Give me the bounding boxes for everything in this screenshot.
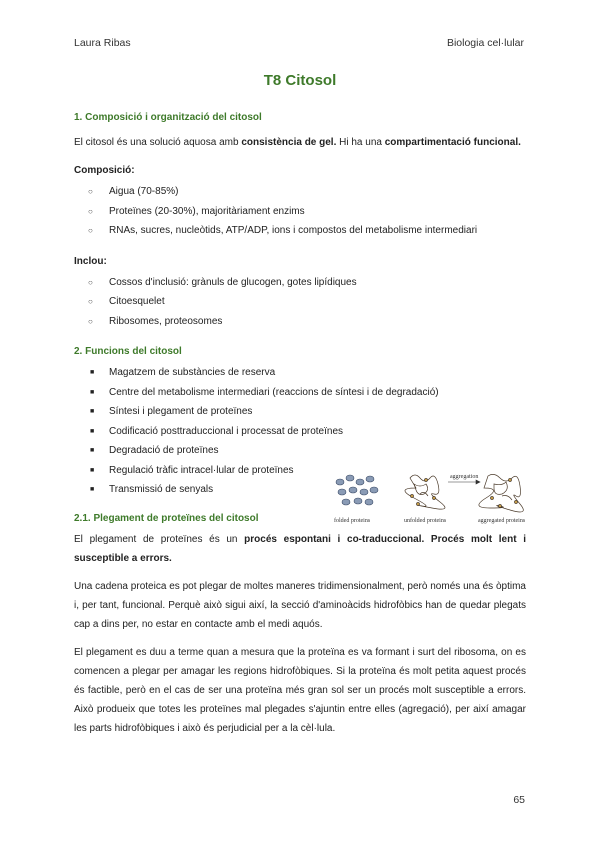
list-item: ■ Transmissió de senyals bbox=[74, 480, 526, 500]
list-item: ■ Regulació tràfic intracel·lular de proteïnes bbox=[74, 461, 526, 481]
list-item: ■ Magatzem de substàncies de reserva bbox=[74, 363, 526, 383]
unfolded-proteins-graphic bbox=[405, 475, 445, 509]
list-item: ○ Aigua (70-85%) bbox=[74, 182, 526, 202]
inclou-label: Inclou: bbox=[74, 255, 107, 267]
aggregation-arrow bbox=[448, 480, 480, 484]
inclou-list bbox=[74, 273, 526, 332]
list-item: ■ Codificació posttraduccional i processat de proteïnes bbox=[74, 422, 526, 442]
section-2-1-paragraph-3: El plegament es duu a terme quan a mesura que la proteïna es va formant i surt del ribosoma, on es comencen a plegar per amagar les regions hidrofòbiques. Si la proteïna és molt petita aquest procés és factible, però en el cas de ser una proteïna més gran sol ser un procés molt susceptible a errors. Això produeix que totes les proteïnes mal plegades s'ajuntin entre elles (agregació), per així amagar les parts hidrofòbiques i això és perjudicial per a la cèl·lula. bbox=[74, 646, 526, 734]
page-title: T8 Citosol bbox=[263, 72, 337, 89]
list-item: ■ Centre del metabolisme intermediari (reaccions de síntesi i de degradació) bbox=[74, 383, 526, 403]
aggregated-proteins-label: aggregated proteins bbox=[478, 518, 526, 524]
list-item: ■ Degradació de proteïnes bbox=[74, 441, 526, 461]
list-item: ○ Cossos d'inclusió: grànuls de glucogen, gotes lipídiques bbox=[74, 273, 526, 293]
section-2-1-paragraph-1: El plegament de proteïnes és un procés espontani i co-traduccional. Procés molt lent i susceptible a errors. bbox=[74, 533, 526, 564]
section-2-1-heading: 2.1. Plegament de proteïnes del citosol bbox=[74, 512, 259, 524]
document-body bbox=[74, 111, 526, 738]
page-number: 65 bbox=[513, 794, 525, 806]
folded-proteins-graphic bbox=[336, 475, 378, 505]
folded-proteins-label: folded proteins bbox=[334, 518, 371, 524]
list-item: ■ Síntesi i plegament de proteïnes bbox=[74, 402, 526, 422]
list-item: ○ Citoesquelet bbox=[74, 292, 526, 312]
composicio-label: Composició: bbox=[74, 165, 135, 176]
aggregated-proteins-graphic bbox=[479, 474, 523, 512]
section-2-1-paragraph-2: Una cadena proteica es pot plegar de moltes maneres tridimensionalment, però només una és òptima i, per tant, funcional. Perquè això sigui així, la secció d'aminoàcids hidrofòbics han de quedar plegats cap a dins per, no estar en contacte amb el medi aquós. bbox=[74, 580, 526, 630]
list-item: ○ RNAs, sucres, nucleòtids, ATP/ADP, ions i compostos del metabolisme intermediari bbox=[74, 221, 526, 241]
section-1-paragraph: El citosol és una solució aquosa amb consistència de gel. Hi ha una compartimentació funcional. bbox=[74, 137, 521, 148]
composicio-list bbox=[74, 182, 526, 241]
unfolded-proteins-label: unfolded proteins bbox=[404, 518, 447, 524]
list-item: ○ Proteïnes (20-30%), majoritàriament enzims bbox=[74, 202, 526, 222]
section-1-heading: 1. Composició i organització del citosol bbox=[74, 112, 262, 123]
header-subject: Biologia cel·lular bbox=[446, 37, 524, 49]
aggregation-label: aggregation bbox=[450, 474, 479, 480]
header-author: Laura Ribas bbox=[74, 37, 131, 49]
list-item: ○ Ribosomes, proteosomes bbox=[74, 312, 526, 332]
section-2-heading: 2. Funcions del citosol bbox=[74, 346, 182, 357]
protein-folding-figure bbox=[330, 468, 530, 528]
protein-folding-illustration bbox=[330, 468, 530, 528]
